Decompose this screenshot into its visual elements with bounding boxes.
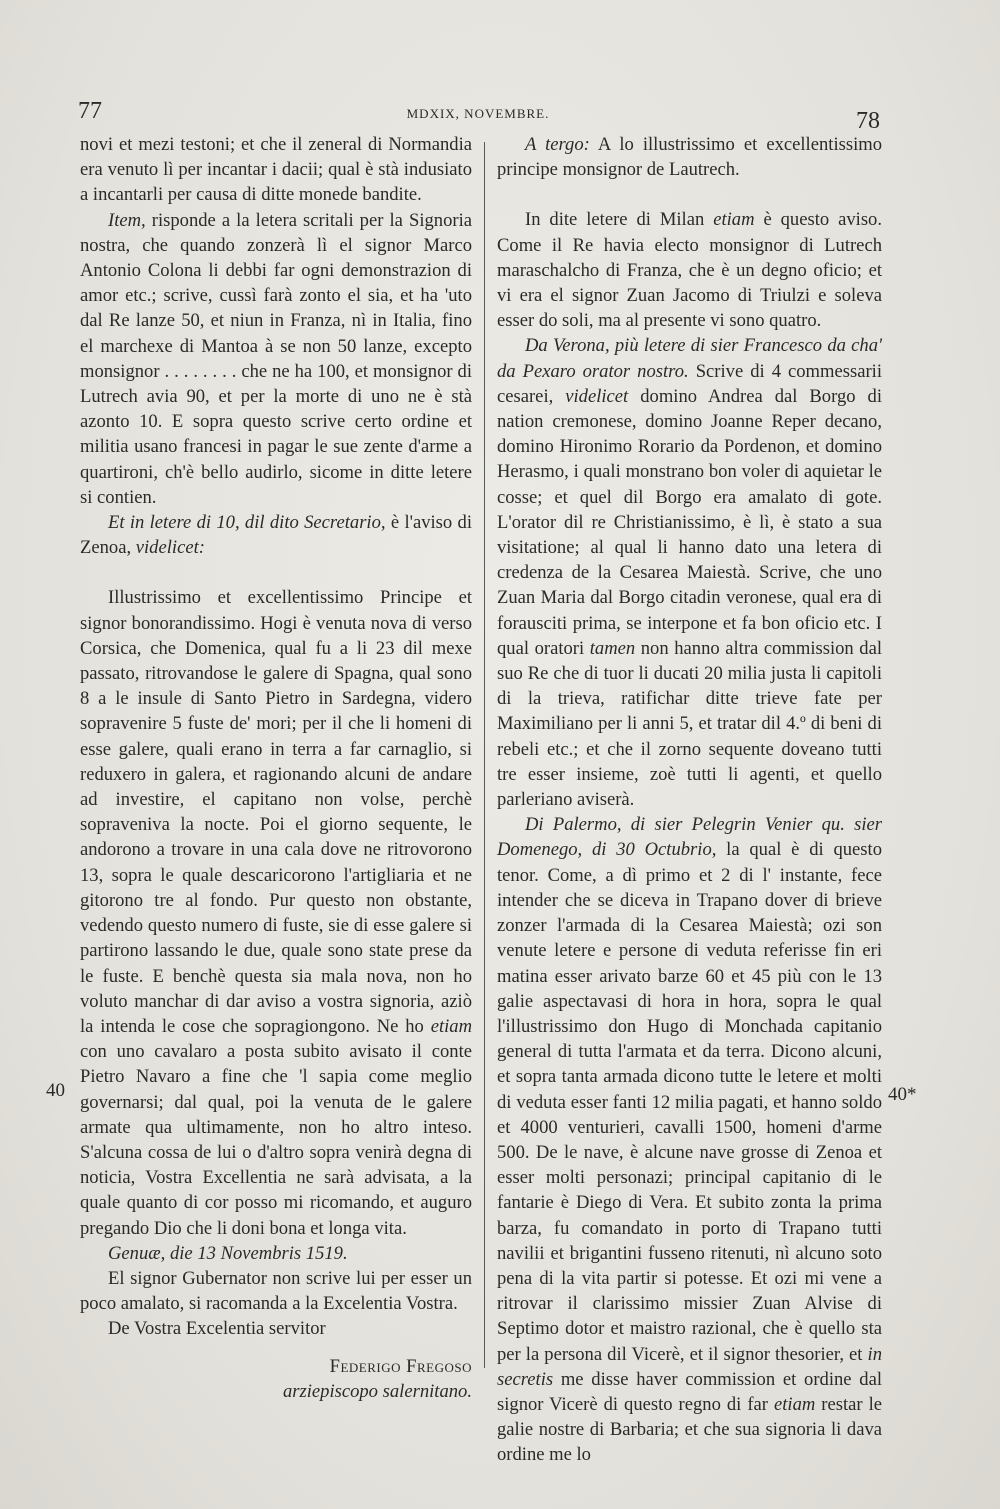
spacer bbox=[497, 182, 882, 207]
letter-body: Illustrissimo et excellentissimo Principe et signor bonorandissimo. Hogi è venuta nova di verso Corsica, che Domenica, qual fu a li 23 dil mexe passato, ritrovandose le galere di Spagna, qual sono 8 a le insule di Santo Pietro in Sardegna, videro sopravenire 5 fuste de' mori; per il che li homeni di esse galere, quali erano in terra a far carnaglio, si reduxero in galera, et ragionando alcuni de andare ad investire, el capitano non volse, perchè sopraveniva la nocte. Poi el giorno sequente, le andorono a trovare in una cala dove ne ritrovorono 13, sopra le quale descaricorono l'artigliaria et ne gitorono tre al fondo. Pur questo non obstante, vedendo questo numero di fuste, sie di esse galere si partirono lassando le due, quale sono state prese da le fuste. E benchè questa sia mala nova, non ho voluto manchar di dar aviso a vostra signoria, aziò la intenda le cose che sopragiongono. Ne ho etiam con uno cavalaro a posta subito avisato il conte Pietro Navaro a fine che 'l sapia come meglio governarsi; dal qual, poi la venuta de le galere armate qua ultimamente, non ho altro inteso. S'alcuna cossa de lui o d'altro sopra venirà degna di noticia, Vostra Excellentia ne sarà advisata, a la quale quanto di cor posso mi ricomando, et auguro pregando Dio che li doni bona et longa vita. bbox=[80, 587, 472, 1239]
italic-text: etiam bbox=[430, 1015, 472, 1037]
paragraph: Et in letere di 10, dil dito Secretario, è l'aviso di Zenoa, videlicet: bbox=[80, 512, 472, 559]
italic-text: in secretis bbox=[497, 1343, 882, 1390]
italic-text: A tergo: bbox=[525, 134, 590, 155]
spacer bbox=[80, 560, 472, 585]
italic-text: videlicet bbox=[565, 385, 629, 407]
italic-text: Di Palermo, di sier Pelegrin Venier qu. sier Domenego, di 30 Octubrio, bbox=[497, 814, 882, 861]
paragraph: novi et mezi testoni; et che il zeneral di Normandia era venuto lì per incantar i dacii; qual è stà indusiato a incantarli per causa di ditte monede bandite. bbox=[80, 134, 472, 206]
right-column bbox=[497, 132, 882, 1468]
italic-text: Da Verona, più letere di sier Francesco da cha' da Pexaro orator nostro. bbox=[497, 335, 882, 382]
italic-text: Et in letere di 10, dil dito Secretario, bbox=[108, 512, 386, 534]
italic-text: etiam bbox=[713, 209, 755, 231]
signature-name: Federigo Fregoso bbox=[329, 1355, 472, 1377]
spacer bbox=[80, 1342, 472, 1354]
column-divider bbox=[484, 142, 485, 1368]
italic-text: Item, bbox=[108, 209, 146, 231]
margin-line-number-right: 40* bbox=[888, 1084, 917, 1105]
left-column bbox=[80, 132, 472, 1404]
paragraph: A tergo: A lo illustrissimo et excellentissimo principe monsignor de Lautrech. bbox=[497, 134, 883, 181]
signature-title: arziepiscopo salernitano. bbox=[282, 1380, 472, 1402]
paragraph: Di Palermo, di sier Pelegrin Venier qu. sier Domenego, di 30 Octubrio, la qual è di questo tenor. Come, a dì primo et 2 di l' instante, fece intender che se diceva in Trapano dover di brieve zonzer l'armada di la Cesarea Maiestà; ozi son venute letere e persone di veduta referisse fin eri matina esser arivato barze 60 et 45 più con le 13 galie aspectavasi di hora in hora, sopra le qual l'illustrissimo don Hugo di Monchada capitanio general di tutta l'armata et da terra. Dicono alcuni, et sopra tanta armada dicono tutte le letere et molti di veduta esser fanti 12 milia pagati, et hanno soldo et 4000 venturieri, cavalli 1500, homeni d'arme 500. De le nave, è alcune nave grosse di Zenoa et esser molti personazi; principal capitanio di le fantarie è Diego di Vera. Et subito zonta la prima barza, fu comandato in porto di Trapano tutti navilii et brigantini fusseno ritenuti, nì alcuno soto pena di la vita partir si potesse. Et ozi mi vene a ritrovar il clarissimo missier Zuan Alvise di Septimo dotor et maistro razional, che è quello sta per la persona dil Vicerè, et il signor thesorier, et in secretis me disse haver commission et ordine dal signor Vicerè di questo regno di far etiam restar le galie nostre di Barbaria; et che sua signoria li dava ordine me lo bbox=[497, 814, 882, 1466]
paragraph: In dite letere di Milan etiam è questo aviso. Come il Re havia electo monsignor di Lutrech maraschalcho di Franza, che è un degno oficio; et vi era el signor Zuan Jacomo di Triulzi e soleva esser do soli, ma al presente vi sono quatro. bbox=[497, 209, 883, 332]
page-number-left: 77 bbox=[78, 98, 102, 124]
italic-text: tamen bbox=[589, 637, 636, 659]
page-header bbox=[78, 92, 878, 132]
running-head: MDXIX, NOVEMBRE. bbox=[406, 106, 550, 121]
paragraph: El signor Gubernator non scrive lui per esser un poco amalato, si racomanda a la Excelentia Vostra. bbox=[80, 1267, 472, 1315]
page-number-right: 78 bbox=[856, 108, 880, 134]
margin-line-number-left: 40 bbox=[46, 1080, 65, 1101]
paragraph: Da Verona, più letere di sier Francesco da cha' da Pexaro orator nostro. Scrive di 4 commessarii cesarei, videlicet domino Andrea dal Borgo di nation cremonese, domino Joanne Reper decano, domino Hironimo Rorario da Pordenon, et domino Herasmo, i quali monstrano bon voler di aquietar le cosse; et quel dil Borgo era amalato di gote. L'orator dil re Christianissimo, è lì, è stato a sua visitatione; al qual li hanno dato una letera di credenza de la Cesarea Maiestà. Scrive, che uno Zuan Maria dal Borgo citadin veronese, qual era di forausciti prima, se interpone et fa bon oficio etc. I qual oratori tamen non hanno altra commission dal suo Re che di tuor li ducati 20 milia justa li capitoli di la trieva, ratifichar ditte trieve fate per Maximiliano per li anni 5, et tratar dil 4.º di beni di rebeli etc.; et che il zorno sequente doveano tutti tre esser insieme, zoè tutti li agenti, et quello parleriano aviserà. bbox=[497, 335, 883, 811]
closing: De Vostra Excelentia servitor bbox=[108, 1318, 326, 1340]
italic-text: videlicet: bbox=[135, 537, 205, 559]
paragraph: Item, risponde a la letera scritali per la Signoria nostra, che quando zonzerà lì el signor Marco Antonio Colona li debbi far ogni demonstrazion di amor etc.; scrive, cussì farà zonto el sia, et ha 'uto dal Re lanze 50, et niun in Franza, nì in Italia, fino el marchexe di Mantoa à se non 50 lanze, excepto monsignor . . . . . . . . che ne ha 100, et monsignor di Lutrech avia 90, et per la morte di uno ne è stà azonto 10. E sopra questo scrive certo ordine et militia usano francesi in pagar le sue zente d'arme a quartironi, ch'è bello audirlo, sicome in ditte letere si contien. bbox=[80, 209, 472, 508]
italic-text: etiam bbox=[773, 1393, 816, 1415]
letter-date: Genuæ, die 13 Novembris 1519. bbox=[108, 1242, 348, 1264]
